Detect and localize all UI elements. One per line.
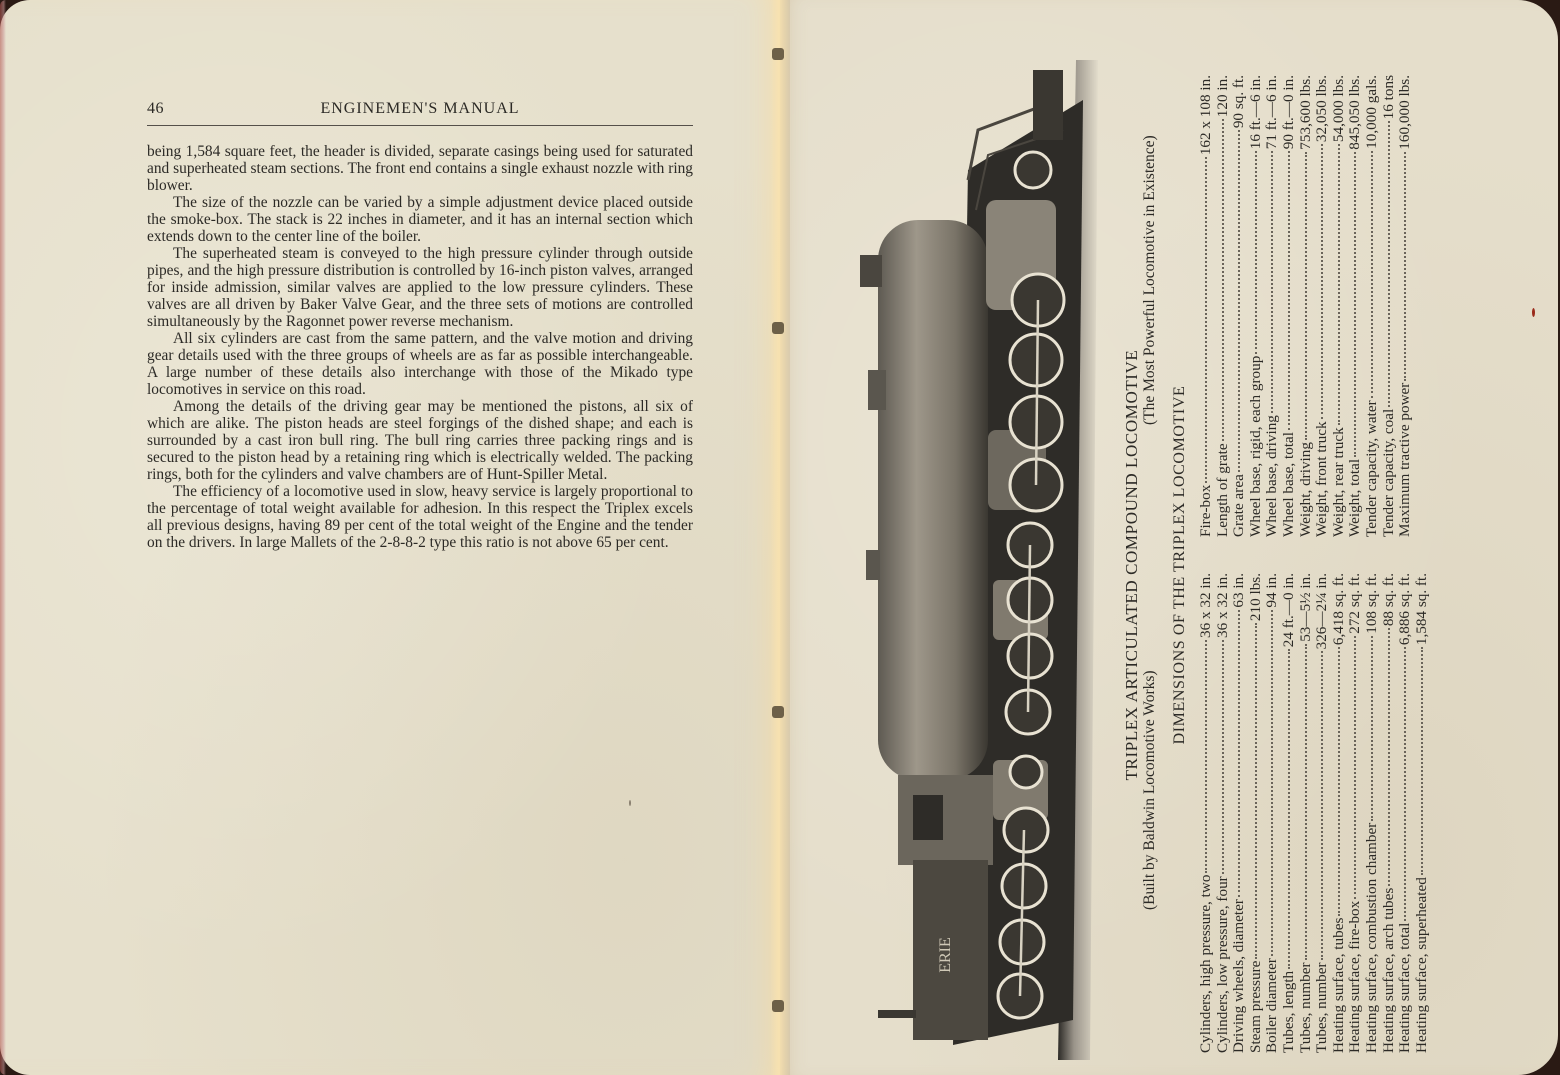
leader-dots	[1378, 121, 1390, 406]
spec-label: Tubes, length	[1279, 970, 1297, 1053]
leader-dots	[1328, 144, 1340, 425]
specs-table-left	[1198, 573, 1430, 1053]
tender-lettering: ERIE	[937, 937, 954, 973]
spec-row	[1414, 573, 1431, 1053]
spec-value: 162 x 108 in.	[1197, 75, 1214, 156]
spec-value: 160,000 lbs.	[1396, 75, 1414, 150]
book-gutter	[770, 0, 790, 1075]
spec-label: Tender capacity, water	[1362, 400, 1380, 537]
spec-value: 53—5½ in.	[1296, 573, 1314, 642]
spec-label: Wheel base, total	[1279, 432, 1297, 537]
leader-dots	[1261, 151, 1273, 413]
leader-dots	[1212, 640, 1224, 874]
spec-label: Length of grate	[1213, 443, 1231, 537]
leader-dots	[1228, 130, 1240, 472]
spec-value: 845,050 lbs.	[1346, 75, 1364, 150]
spec-label: Wheel base, driving	[1263, 415, 1281, 537]
spec-value: 753,600 lbs.	[1296, 75, 1314, 150]
spec-label: Grate area	[1230, 474, 1248, 537]
running-head	[147, 100, 693, 122]
leader-dots	[1245, 623, 1257, 959]
spec-label: Steam pressure	[1246, 960, 1264, 1053]
spec-label: Boiler diameter	[1263, 958, 1281, 1053]
spec-value: 10,000 gals.	[1362, 75, 1380, 149]
spec-label: Fire-box	[1197, 484, 1214, 537]
leader-dots	[1394, 152, 1406, 381]
spec-label: Heating surface, total	[1396, 922, 1414, 1053]
spec-label: Weight, rear truck	[1329, 427, 1347, 537]
leader-dots	[1261, 610, 1273, 957]
paragraph: being 1,584 square feet, the header is divided, separate casings being used for saturated and superheated steam sections. The front end contains a single exhaust nozzle with ring blower.	[147, 143, 693, 194]
builder-subtitle: (Built by Baldwin Locomotive Works)	[1141, 670, 1158, 910]
spec-value: 71 ft.—6 in.	[1263, 75, 1281, 150]
spec-label: Driving wheels, diameter	[1230, 899, 1248, 1053]
leader-dots	[1361, 636, 1373, 821]
spec-value: 108 sq. ft.	[1362, 573, 1380, 634]
spec-label: Maximum tractive power	[1396, 382, 1414, 537]
binding-stitch	[772, 706, 784, 718]
leader-dots	[1328, 647, 1340, 915]
spec-value: 120 in.	[1213, 75, 1231, 118]
spec-value: 16 tons	[1379, 75, 1397, 120]
spec-value: 6,886 sq. ft.	[1396, 573, 1414, 646]
leader-dots	[1195, 640, 1207, 873]
paragraph: The efficiency of a locomotive used in slow, heavy service is largely proportional to the percentage of total weight available for adhesion. In this respect the Triplex excels all previous designs, having 89 per cent of the total weight of the Engine and the tender on the drivers. In large Mallets of the 2-8-8-2 type this ratio is not above 65 per cent.	[147, 483, 693, 551]
dimensions-heading: DIMENSIONS OF THE TRIPLEX LOCOMOTIVE	[1171, 385, 1188, 745]
header-rule	[147, 125, 693, 126]
paragraph: The size of the nozzle can be varied by a simple adjustment device placed outside the smoke-box. The stack is 22 inches in diameter, and it has an internal section which extends down to the center line of the boiler.	[147, 194, 693, 245]
spec-value: 88 sq. ft.	[1379, 573, 1397, 627]
power-subtitle: (The Most Powerful Locomotive in Existence)	[1141, 135, 1158, 425]
spec-value: 54,000 lbs.	[1329, 75, 1347, 143]
spec-label: Weight, front truck	[1313, 421, 1331, 537]
paragraph: The superheated steam is conveyed to the high pressure cylinder through outside pipes, and the high pressure distribution is controlled by 16-inch piston valves, arranged for inside admission, similar valves are applied to the low pressure cylinders. These valves are all driven by Baker Valve Gear, and the three sets of motions are controlled simultaneously by the Ragonnet power reverse mechanism.	[147, 245, 693, 330]
leader-dots	[1394, 647, 1406, 921]
leader-dots	[1411, 647, 1423, 875]
locomotive-illustration	[858, 60, 1098, 1060]
spec-label: Heating surface, tubes	[1329, 917, 1347, 1053]
body-text	[147, 143, 693, 551]
binding-stitch	[772, 48, 784, 60]
running-head-title: ENGINEMEN'S MANUAL	[320, 100, 520, 117]
leader-dots	[1344, 636, 1356, 899]
paragraph: Among the details of the driving gear may be mentioned the pistons, all six of which are alike. The piston heads are steel forgings of the dished shape; and each is surrounded by a cast iron bull ring. The bull ring carries three packing rings and is secured to the piston head by a retaining ring which is electrically welded. The packing rings, both for the cylinders and valve chambers are of Hunt-Spiller Metal.	[147, 398, 693, 483]
spec-value: 63 in.	[1230, 573, 1248, 608]
paragraph: All six cylinders are cast from the same pattern, and the valve motion and driving gear details used with the three groups of wheels are as far as possible interchangeable. A large number of these details also interchange with those of the Mikado type locomotives in service on this road.	[147, 330, 693, 398]
spec-label: Heating surface, fire-box	[1346, 900, 1364, 1053]
leader-dots	[1245, 151, 1257, 353]
specs-table-right	[1198, 75, 1414, 537]
spec-label: Weight, driving	[1296, 442, 1314, 537]
spec-label: Tender capacity, coal	[1379, 408, 1397, 537]
locomotive-title: TRIPLEX ARTICULATED COMPOUND LOCOMOTIVE	[1122, 349, 1141, 781]
spec-label: Heating surface, superheated	[1412, 877, 1430, 1053]
spec-label: Weight, total	[1346, 458, 1364, 537]
spec-value: 24 ft.—0 in.	[1279, 573, 1297, 648]
spec-value: 1,584 sq. ft.	[1412, 573, 1430, 646]
spec-label: Tubes, number	[1296, 962, 1314, 1053]
spec-label: Tubes, number	[1313, 962, 1331, 1053]
binding-stitch	[772, 1000, 784, 1012]
page-number: 46	[147, 100, 164, 117]
leader-dots	[1295, 152, 1307, 440]
leader-dots	[1278, 151, 1290, 430]
spec-label: Heating surface, arch tubes	[1379, 887, 1397, 1053]
paper-blemish	[629, 800, 631, 806]
binding-stitch	[772, 322, 784, 334]
spec-value: 32,050 lbs.	[1313, 75, 1331, 143]
spec-value: 210 lbs.	[1246, 573, 1264, 622]
spec-value: 94 in.	[1263, 573, 1281, 608]
spec-value: 36 x 32 in.	[1213, 573, 1231, 638]
leader-dots	[1311, 651, 1323, 960]
leader-dots	[1278, 649, 1290, 969]
spec-label: Cylinders, high pressure, two	[1197, 874, 1214, 1053]
spec-value: 90 ft.—0 in.	[1279, 75, 1297, 150]
paper-blemish	[1532, 308, 1535, 317]
leader-dots	[1195, 157, 1207, 483]
leader-dots	[1344, 152, 1356, 457]
leader-dots	[1361, 151, 1373, 399]
leader-dots	[1311, 144, 1323, 419]
leader-dots	[1212, 119, 1224, 441]
leader-dots	[1228, 610, 1240, 897]
spec-label: Cylinders, low pressure, four	[1213, 876, 1231, 1053]
spec-value: 90 sq. ft.	[1230, 75, 1248, 129]
spec-row	[1397, 75, 1414, 537]
spec-value: 36 x 32 in.	[1197, 573, 1214, 638]
spec-label: Heating surface, combustion chamber	[1362, 822, 1380, 1053]
spec-value: 6,418 sq. ft.	[1329, 573, 1347, 646]
spec-label: Wheel base, rigid, each group	[1246, 355, 1264, 537]
spec-value: 272 sq. ft.	[1346, 573, 1364, 634]
spec-value: 16 ft.—6 in.	[1246, 75, 1264, 150]
specifications-panel	[1120, 55, 1430, 1075]
leader-dots	[1295, 644, 1307, 961]
leader-dots	[1378, 628, 1390, 886]
spec-value: 326—2¼ in.	[1313, 573, 1331, 650]
